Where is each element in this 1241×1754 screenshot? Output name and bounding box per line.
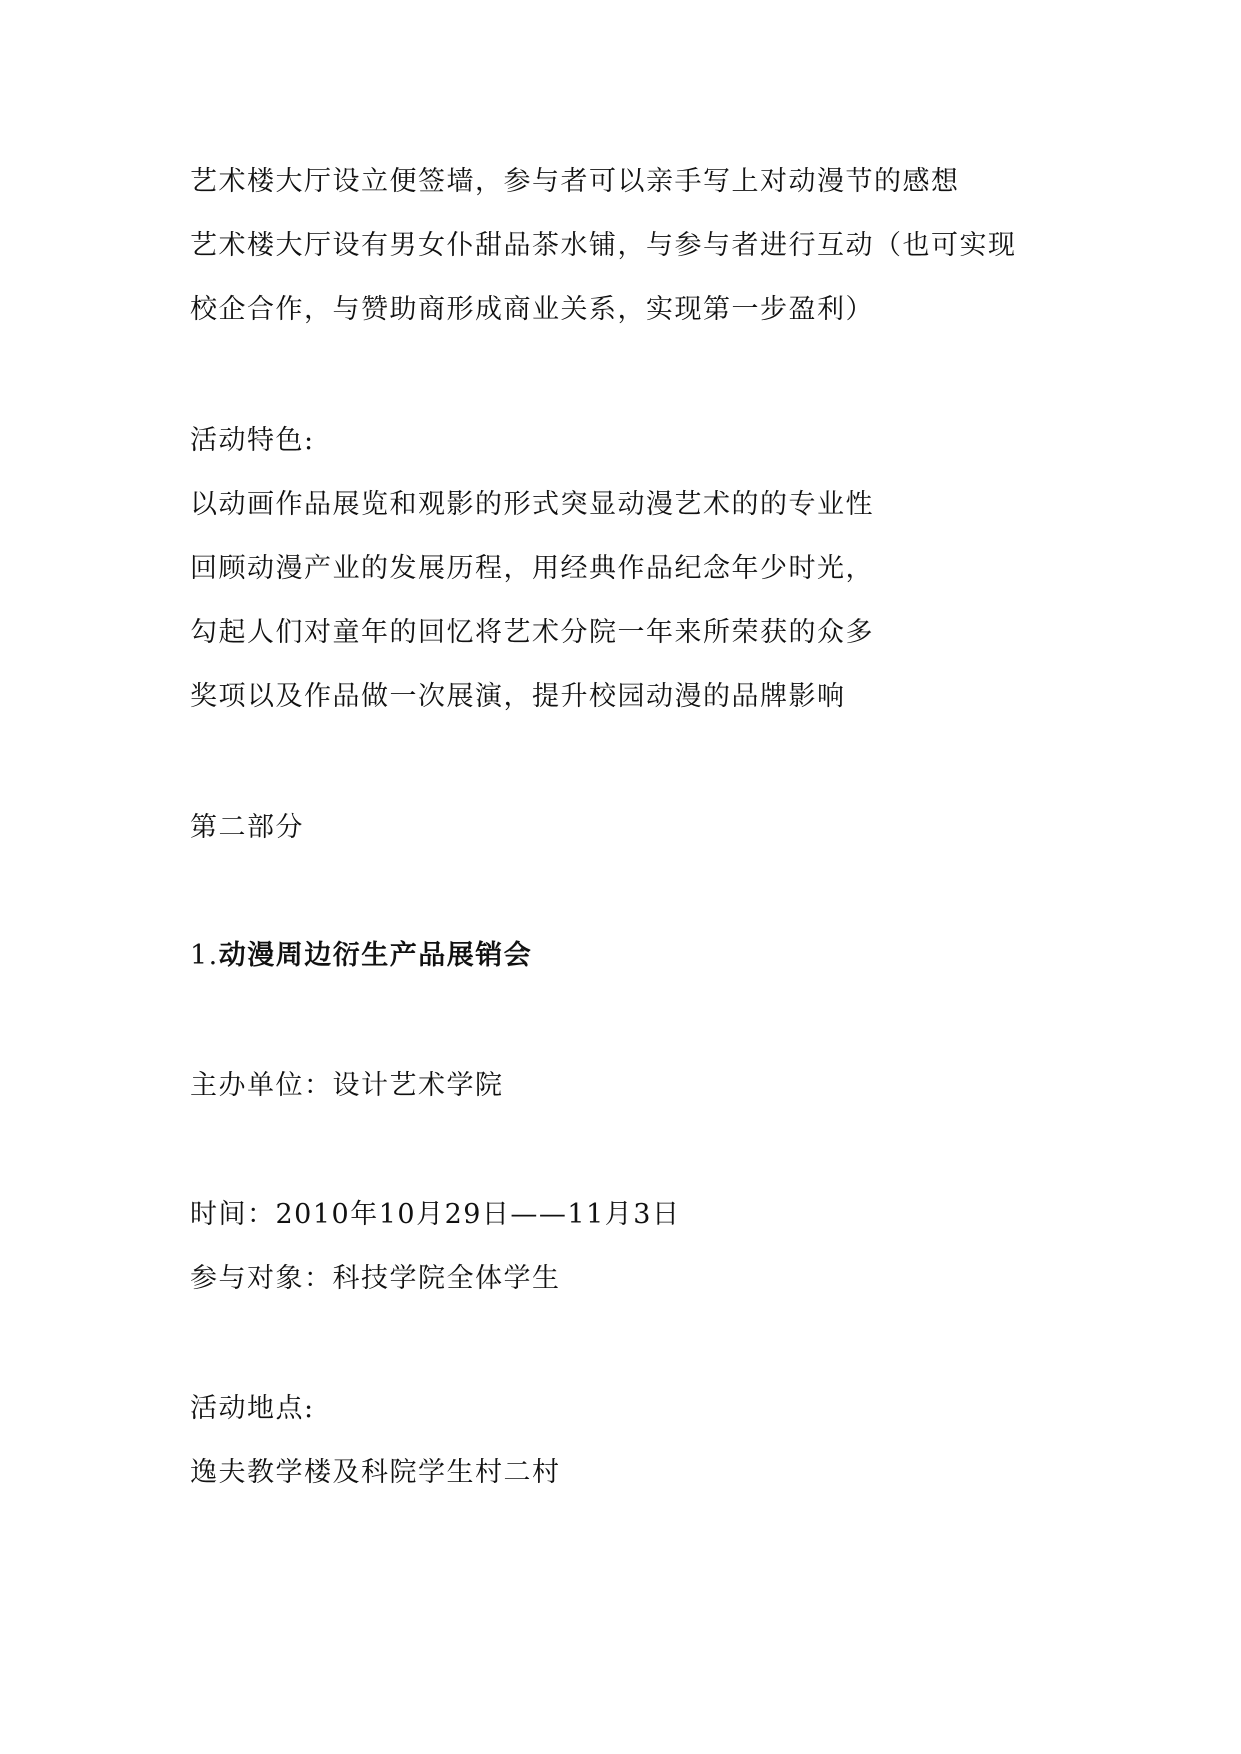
intro-line-2: 艺术楼大厅设有男女仆甜品茶水铺，与参与者进行互动（也可实现 (190, 230, 1017, 261)
intro-line-1: 艺术楼大厅设立便签墙，参与者可以亲手写上对动漫节的感想 (190, 166, 960, 197)
intro-line-3: 校企合作，与赞助商形成商业关系，实现第一步盈利） (190, 294, 874, 325)
section-title: 动漫周边衍生产品展销会 (218, 940, 533, 971)
features-heading: 活动特色: (190, 425, 315, 456)
features-line-2: 回顾动漫产业的发展历程，用经典作品纪念年少时光， (190, 553, 874, 584)
location-line: 逸夫教学楼及科院学生村二村 (190, 1457, 561, 1488)
features-line-3: 勾起人们对童年的回忆将艺术分院一年来所荣获的众多 (190, 617, 874, 648)
features-line-4: 奖项以及作品做一次展演，提升校园动漫的品牌影响 (190, 681, 846, 712)
features-line-1: 以动画作品展览和观影的形式突显动漫艺术的的专业性 (190, 489, 874, 520)
location-heading: 活动地点: (190, 1393, 315, 1424)
participants-line: 参与对象：科技学院全体学生 (190, 1263, 561, 1294)
section-number: 1. (190, 940, 219, 971)
organizer-line: 主办单位：设计艺术学院 (190, 1070, 504, 1101)
section-heading (190, 938, 532, 974)
time-line: 时间：2010年10月29日——11月3日 (190, 1199, 681, 1230)
part-heading: 第二部分 (190, 812, 304, 843)
